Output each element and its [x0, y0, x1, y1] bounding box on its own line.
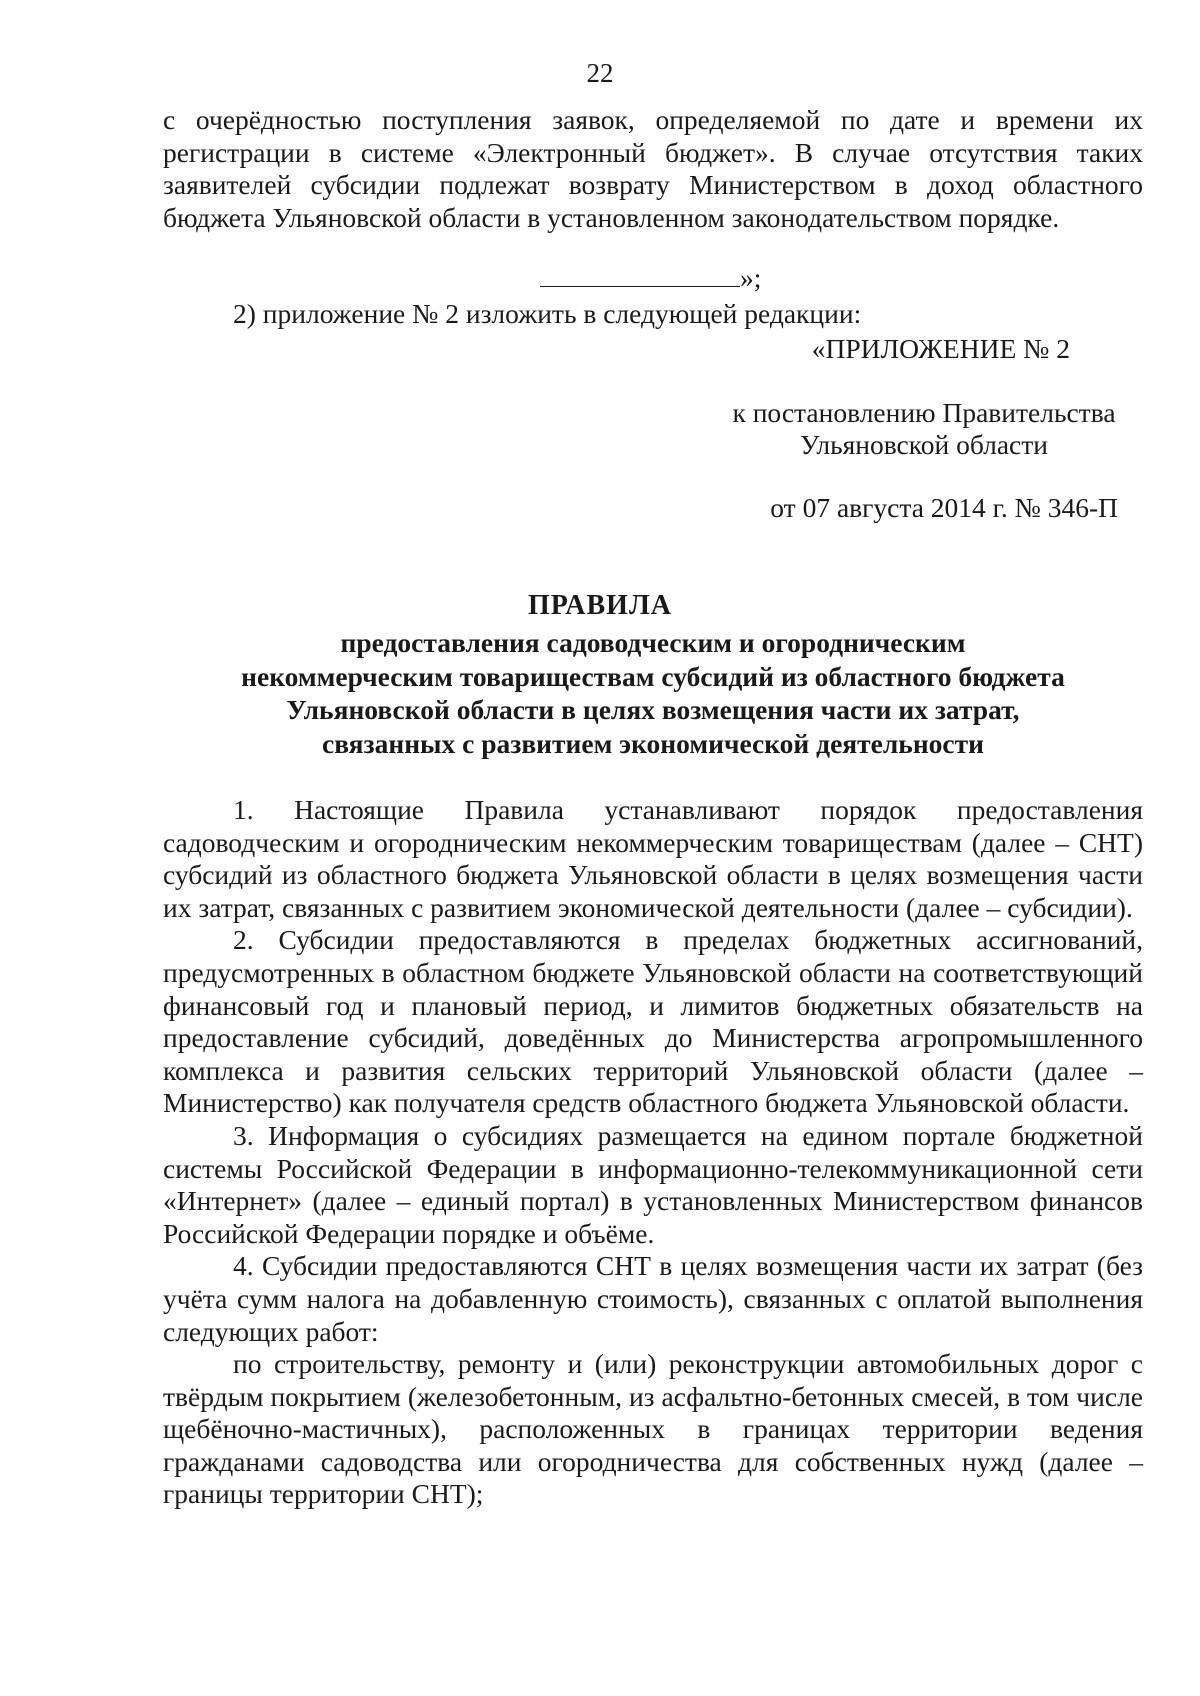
- appendix-ref-line-1: к постановлению Правительства: [732, 397, 1116, 428]
- paragraph-3: 3. Информация о субсидиях размещается на едином портале бюджетной системы Российской Федерации в информационно-телекоммуникационной сети «Интернет» (далее – единый портал) в установленных Министерством финансов Российской Федерации порядке и объёме.: [163, 1119, 1143, 1249]
- appendix-ref-line-2: Ульяновской области: [799, 429, 1048, 460]
- closing-quote: [540, 262, 761, 294]
- page-number: 22: [586, 58, 614, 88]
- closing-underline: [540, 264, 740, 287]
- intro-paragraph: с очерёдностью поступления заявок, определяемой по дате и времени их регистрации в системе «Электронный бюджет». В случае отсутствия таких заявителей субсидии подлежат возврату Министерством в доход областного бюджета Ульяновской области в установленном законодательством порядке.: [163, 104, 1143, 233]
- paragraph-2: 2. Субсидии предоставляются в пределах бюджетных ассигнований, предусмотренных в областном бюджете Ульяновской области на соответствующий финансовый год и плановый период, и лимитов бюджетных обязательств на предоставление субсидий, доведённых до Министерства агропромышленного комплекса и развития сельских территорий Ульяновской области (далее – Министерство) как получателя средств областного бюджета Ульяновской области.: [163, 924, 1143, 1119]
- appendix-date: от 07 августа 2014 г. № 346-П: [770, 492, 1118, 523]
- item-2-instruction: 2) приложение № 2 изложить в следующей редакции:: [233, 298, 862, 329]
- subtitle-line: связанных с развитием экономической деятельности: [321, 727, 984, 759]
- intro-paragraph-block: [163, 104, 1143, 234]
- document-title: ПРАВИЛА: [527, 590, 673, 621]
- appendix-title: «ПРИЛОЖЕНИЕ № 2: [811, 333, 1070, 364]
- closing-mark: »;: [740, 262, 762, 293]
- paragraph-1: 1. Настоящие Правила устанавливают порядок предоставления садоводческим и огородническим некоммерческим товариществам (далее – СНТ) субсидий из областного бюджета Ульяновской области в целях возмещения части их затрат, связанных с развитием экономической деятельности (далее – субсидии).: [163, 794, 1143, 923]
- rules-body: [163, 794, 1143, 1511]
- subtitle-line: предоставления садоводческим и огородническим: [340, 627, 966, 658]
- paragraph-4-item: по строительству, ремонту и (или) реконструкции автомобильных дорог с твёрдым покрытием (железобетонным, из асфальтно-бетонных смесей, в том числе щебёночно-мастичных), расположенных в границах территории ведения гражданами садоводства или огородничества для собственных нужд (далее – границы территории СНТ);: [163, 1348, 1143, 1510]
- appendix-reference: [700, 397, 1148, 461]
- paragraph-4: 4. Субсидии предоставляются СНТ в целях возмещения части их затрат (без учёта сумм налога на добавленную стоимость), связанных с оплатой выполнения следующих работ:: [163, 1250, 1143, 1347]
- subtitle-line: Ульяновской области в целях возмещения части их затрат,: [286, 694, 1020, 725]
- document-subtitle: [163, 626, 1143, 760]
- subtitle-line: некоммерческим товариществам субсидий из областного бюджета: [241, 660, 1065, 692]
